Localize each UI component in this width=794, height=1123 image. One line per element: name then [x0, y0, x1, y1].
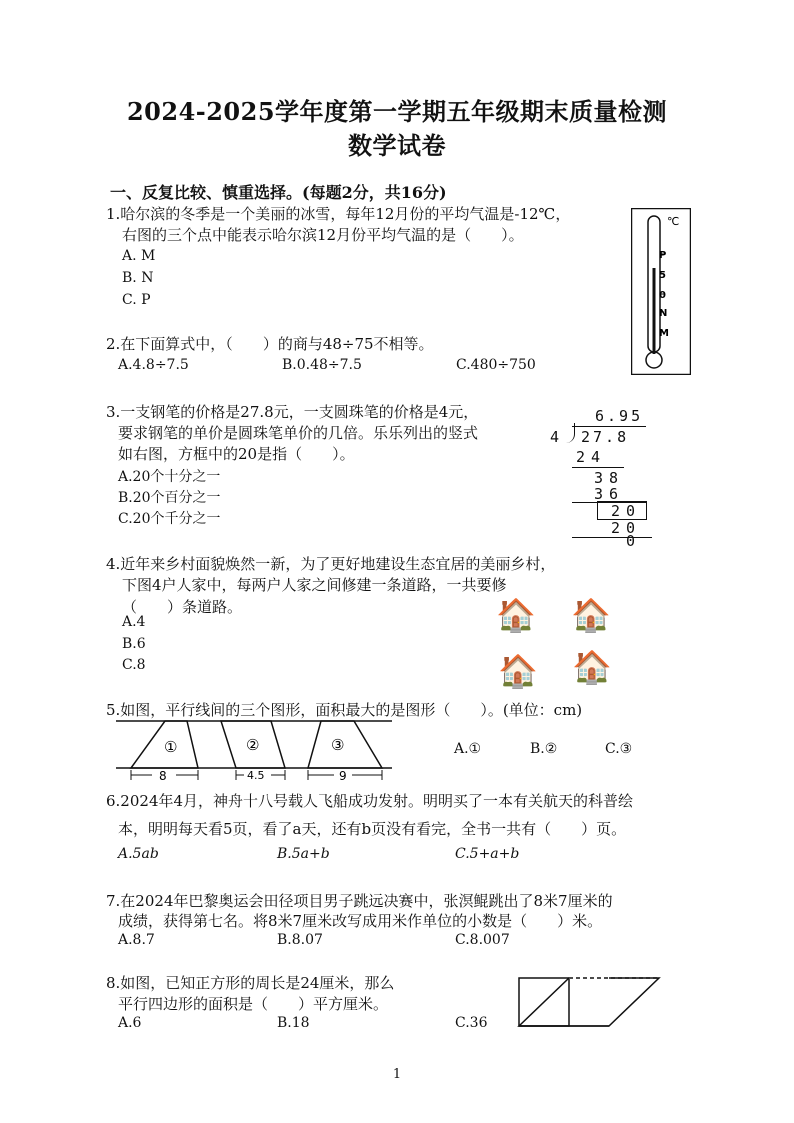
division-step-24: 24: [576, 448, 607, 466]
q3-stem-line1: 3.一支钢笔的价格是27.8元，一支圆珠笔的价格是4元，: [106, 403, 479, 421]
q7-stem-line1: 7.在2024年巴黎奥运会田径项目男子跳远决赛中，张溟鲲跳出了8米7厘米的: [106, 892, 613, 910]
q6-option-b[interactable]: B.5a+b: [277, 846, 330, 862]
q7-option-b[interactable]: B.8.07: [277, 932, 323, 948]
q1-option-b[interactable]: B. N: [122, 270, 154, 286]
q8-stem-line2: 平行四边形的面积是（ ）平方厘米。: [118, 995, 389, 1013]
long-division-figure: [548, 407, 658, 550]
parallelogram-shape: [519, 978, 659, 1026]
division-remainder: 0: [626, 532, 636, 550]
q3-option-c[interactable]: C.20个千分之一: [118, 511, 221, 527]
house-icon: 🏠: [496, 596, 536, 634]
square-parallelogram-figure: [517, 974, 662, 1029]
q6-option-a[interactable]: A.5ab: [118, 846, 159, 862]
q8-option-a[interactable]: A.6: [118, 1015, 142, 1031]
q4-option-b[interactable]: B.6: [122, 636, 146, 652]
thermo-label-p: P: [659, 250, 667, 261]
division-bracket: [566, 423, 575, 443]
dim-label-2: 4.5: [247, 769, 265, 782]
q6-stem-line2: 本，明明每天看5页，看了a天，还有b页没有看完，全书一共有（ ）页。: [118, 820, 627, 838]
thermo-label-5: 5: [659, 270, 666, 281]
thermo-label-0: 0: [659, 290, 666, 301]
exam-title: 2024-2025学年度第一学期五年级期末质量检测: [126, 97, 668, 126]
q1-option-c[interactable]: C. P: [122, 292, 151, 308]
q7-option-a[interactable]: A.8.7: [118, 932, 155, 948]
q3-option-a[interactable]: A.20个十分之一: [118, 469, 221, 485]
division-quotient: 6.95: [595, 407, 644, 425]
division-step-20-boxed: 20: [611, 502, 642, 520]
division-dividend: 27.8: [581, 428, 630, 446]
q5-stem: 5.如图，平行线间的三个图形，面积最大的是图形（ ）。(单位：cm): [106, 701, 583, 719]
q7-stem-line2: 成绩，获得第七名。将8米7厘米改写成用米作单位的小数是（ ）米。: [118, 912, 603, 930]
dim-label-3: 9: [339, 769, 347, 783]
q5-option-c[interactable]: C.③: [605, 741, 633, 757]
shape-3-trapezoid: [308, 721, 382, 768]
page-number: 1: [392, 1067, 402, 1082]
thermometer-bulb: [646, 352, 662, 368]
q1-stem-line2: 右图的三个点中能表示哈尔滨12月份平均气温的是（ ）。: [122, 226, 524, 244]
shape-label-3: ③: [331, 736, 345, 754]
q5-option-b[interactable]: B.②: [530, 741, 558, 757]
shape-label-1: ①: [164, 738, 178, 756]
q2-option-a[interactable]: A.4.8÷7.5: [118, 357, 189, 373]
q2-option-c[interactable]: C.480÷750: [456, 357, 536, 373]
thermo-label-m: M: [659, 328, 669, 339]
q4-option-c[interactable]: C.8: [122, 657, 146, 673]
house-icon: 🏠: [571, 596, 611, 634]
q7-option-c[interactable]: C.8.007: [455, 932, 510, 948]
q4-option-a[interactable]: A.4: [122, 614, 146, 630]
division-step-38: 38: [594, 469, 625, 487]
house-icon: 🏠: [572, 648, 612, 686]
q1-stem-line1: 1.哈尔滨的冬季是一个美丽的冰雪，每年12月份的平均气温是-12℃，: [106, 205, 571, 223]
q5-option-a[interactable]: A.①: [454, 741, 482, 757]
q3-stem-line3: 如右图，方框中的20是指（ ）。: [118, 445, 355, 463]
division-step-36: 36: [594, 485, 625, 503]
parallel-shapes-figure: [116, 718, 392, 784]
q8-option-b[interactable]: B.18: [277, 1015, 310, 1031]
q1-option-a[interactable]: A. M: [122, 248, 156, 264]
q2-stem: 2.在下面算式中，（ ）的商与48÷75不相等。: [106, 335, 434, 353]
house-icon: 🏠: [498, 652, 538, 690]
q6-option-c[interactable]: C.5+a+b: [455, 846, 520, 862]
q4-stem-line1: 4.近年来乡村面貌焕然一新，为了更好地建设生态宜居的美丽乡村，: [106, 555, 556, 573]
exam-subtitle: 数学试卷: [348, 131, 446, 160]
thermo-unit: ℃: [667, 215, 680, 228]
dim-label-1: 8: [159, 769, 167, 783]
q3-option-b[interactable]: B.20个百分之一: [118, 490, 221, 506]
q8-option-c[interactable]: C.36: [455, 1015, 488, 1031]
q4-stem-line3: （ ）条道路。: [122, 598, 243, 616]
section-1-heading: 一、反复比较、慎重选择。(每题2分，共16分): [110, 183, 447, 202]
q3-stem-line2: 要求钢笔的单价是圆珠笔单价的几倍。乐乐列出的竖式: [118, 424, 479, 442]
shape-label-2: ②: [246, 736, 260, 754]
division-step-20: 20: [611, 519, 642, 537]
division-line-1: [572, 467, 624, 468]
thermometer-figure: [631, 208, 691, 375]
division-divisor: 4: [550, 428, 560, 446]
division-line-3: [572, 537, 652, 538]
q4-stem-line2: 下图4户人家中，每两户人家之间修建一条道路，一共要修: [122, 576, 507, 594]
division-bar: [572, 426, 646, 427]
q8-stem-line1: 8.如图，已知正方形的周长是24厘米，那么: [106, 974, 395, 992]
thermo-label-n: N: [659, 308, 668, 319]
q2-option-b[interactable]: B.0.48÷7.5: [282, 357, 362, 373]
q6-stem-line1: 6.2024年4月，神舟十八号载人飞船成功发射。明明买了一本有关航天的科普绘: [106, 792, 634, 810]
